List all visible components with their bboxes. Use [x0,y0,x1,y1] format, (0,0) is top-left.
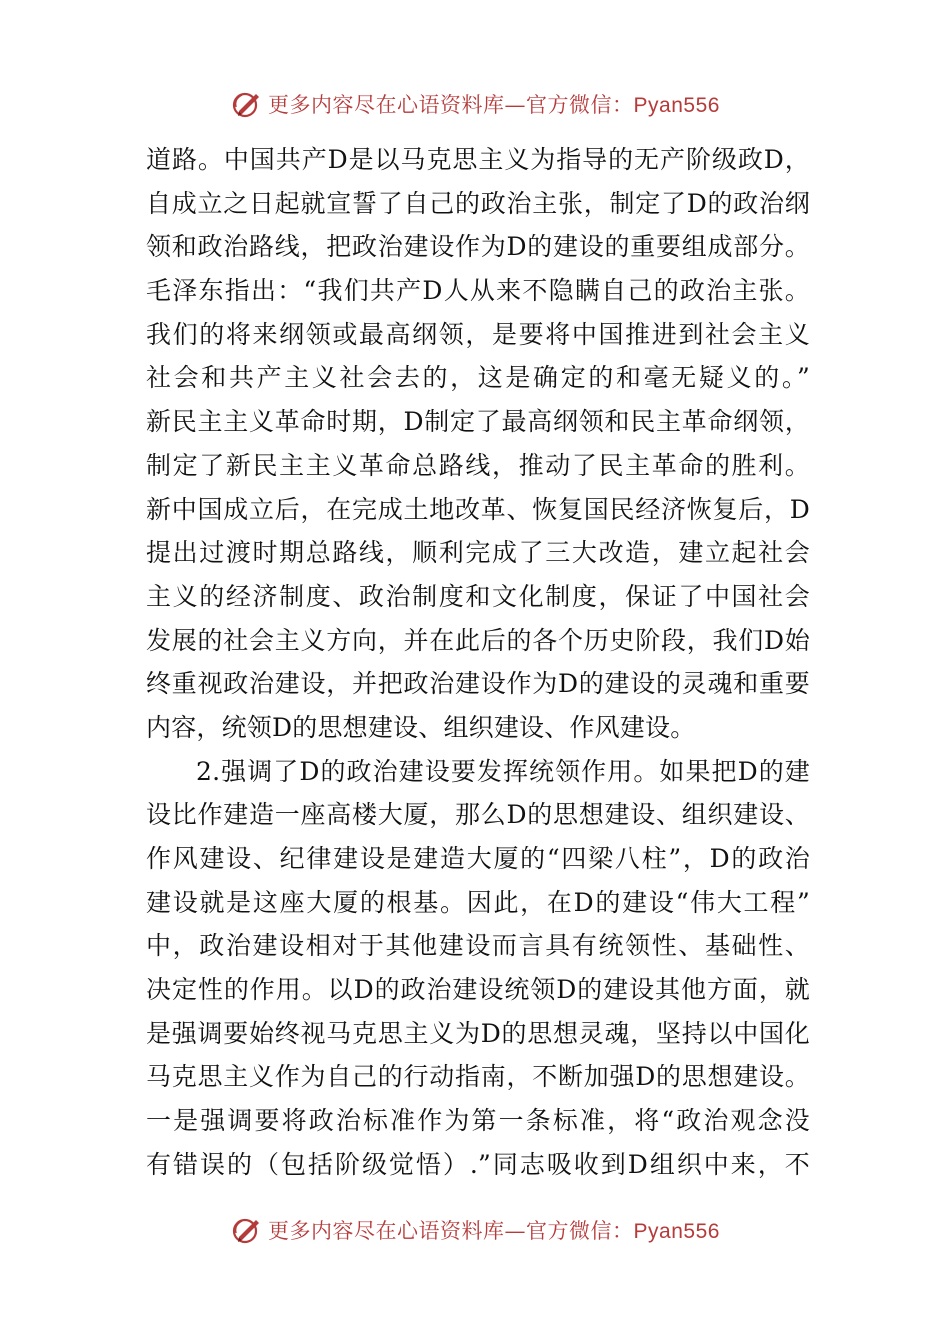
watermark-text: 更多内容尽在心语资料库—官方微信：Pyan556 [268,1219,720,1243]
footer-watermark-banner [0,1210,950,1250]
text-line: 制定了新民主主义革命总路线，推动了民主革命的胜利。 [146,450,810,480]
text-line: 设比作建造一座高楼大厦，那么D的思想建设、组织建设、 [146,800,810,830]
text-line: 自成立之日起就宣誓了自己的政治主张，制定了D的政治纲 [146,188,810,218]
wechat-id: Pyan556 [633,1220,720,1243]
text-line: 终重视政治建设，并把政治建设作为D的建设的灵魂和重要 [146,669,810,699]
watermark-text: 更多内容尽在心语资料库—官方微信：Pyan556 [268,93,720,117]
text-line: 新民主主义革命时期，D制定了最高纲领和民主革命纲领， [146,407,810,437]
wechat-id: Pyan556 [633,94,720,117]
text-line: 提出过渡时期总路线，顺利完成了三大改造，建立起社会 [146,538,810,568]
text-line: 作风建设、纪律建设是建造大厦的“四梁八柱”，D的政治 [146,844,810,873]
pen-logo-icon [230,1213,264,1247]
document-body [146,138,810,1187]
text-line: 社会和共产主义社会去的，这是确定的和毫无疑义的。” [146,363,810,393]
text-line: 毛泽东指出：“我们共产D人从来不隐瞒自己的政治主张。 [146,276,810,306]
text-line: 建设就是这座大厦的根基。因此，在D的建设“伟大工程” [146,887,810,917]
text-line: 2.强调了D的政治建设要发挥统领作用。如果把D的建 [196,756,810,786]
text-line: 领和政治路线，把政治建设作为D的建设的重要组成部分。 [146,232,810,262]
text-line: 道路。中国共产D是以马克思主义为指导的无产阶级政D， [146,145,810,174]
text-line: 中，政治建设相对于其他建设而言具有统领性、基础性、 [146,931,810,961]
text-line: 我们的将来纲领或最高纲领，是要将中国推进到社会主义 [146,319,810,349]
text-line: 新中国成立后，在完成土地改革、恢复国民经济恢复后，D [146,494,810,524]
text-line: 发展的社会主义方向，并在此后的各个历史阶段，我们D始 [146,625,810,655]
text-line: 决定性的作用。以D的政治建设统领D的建设其他方面，就 [146,975,810,1005]
text-line: 马克思主义作为自己的行动指南，不断加强D的思想建设。 [146,1062,810,1092]
text-line: 有错误的（包括阶级觉悟）.”同志吸收到D组织中来，不 [146,1149,810,1179]
pen-logo-icon [230,87,264,121]
text-line: 主义的经济制度、政治制度和文化制度，保证了中国社会 [146,581,810,611]
text-line: 是强调要始终视马克思主义为D的思想灵魂，坚持以中国化 [146,1018,810,1048]
text-line: 内容，统领D的思想建设、组织建设、作风建设。 [146,712,696,742]
text-line: 一是强调要将政治标准作为第一条标准，将“政治观念没 [146,1106,810,1136]
header-watermark-banner [0,84,950,124]
